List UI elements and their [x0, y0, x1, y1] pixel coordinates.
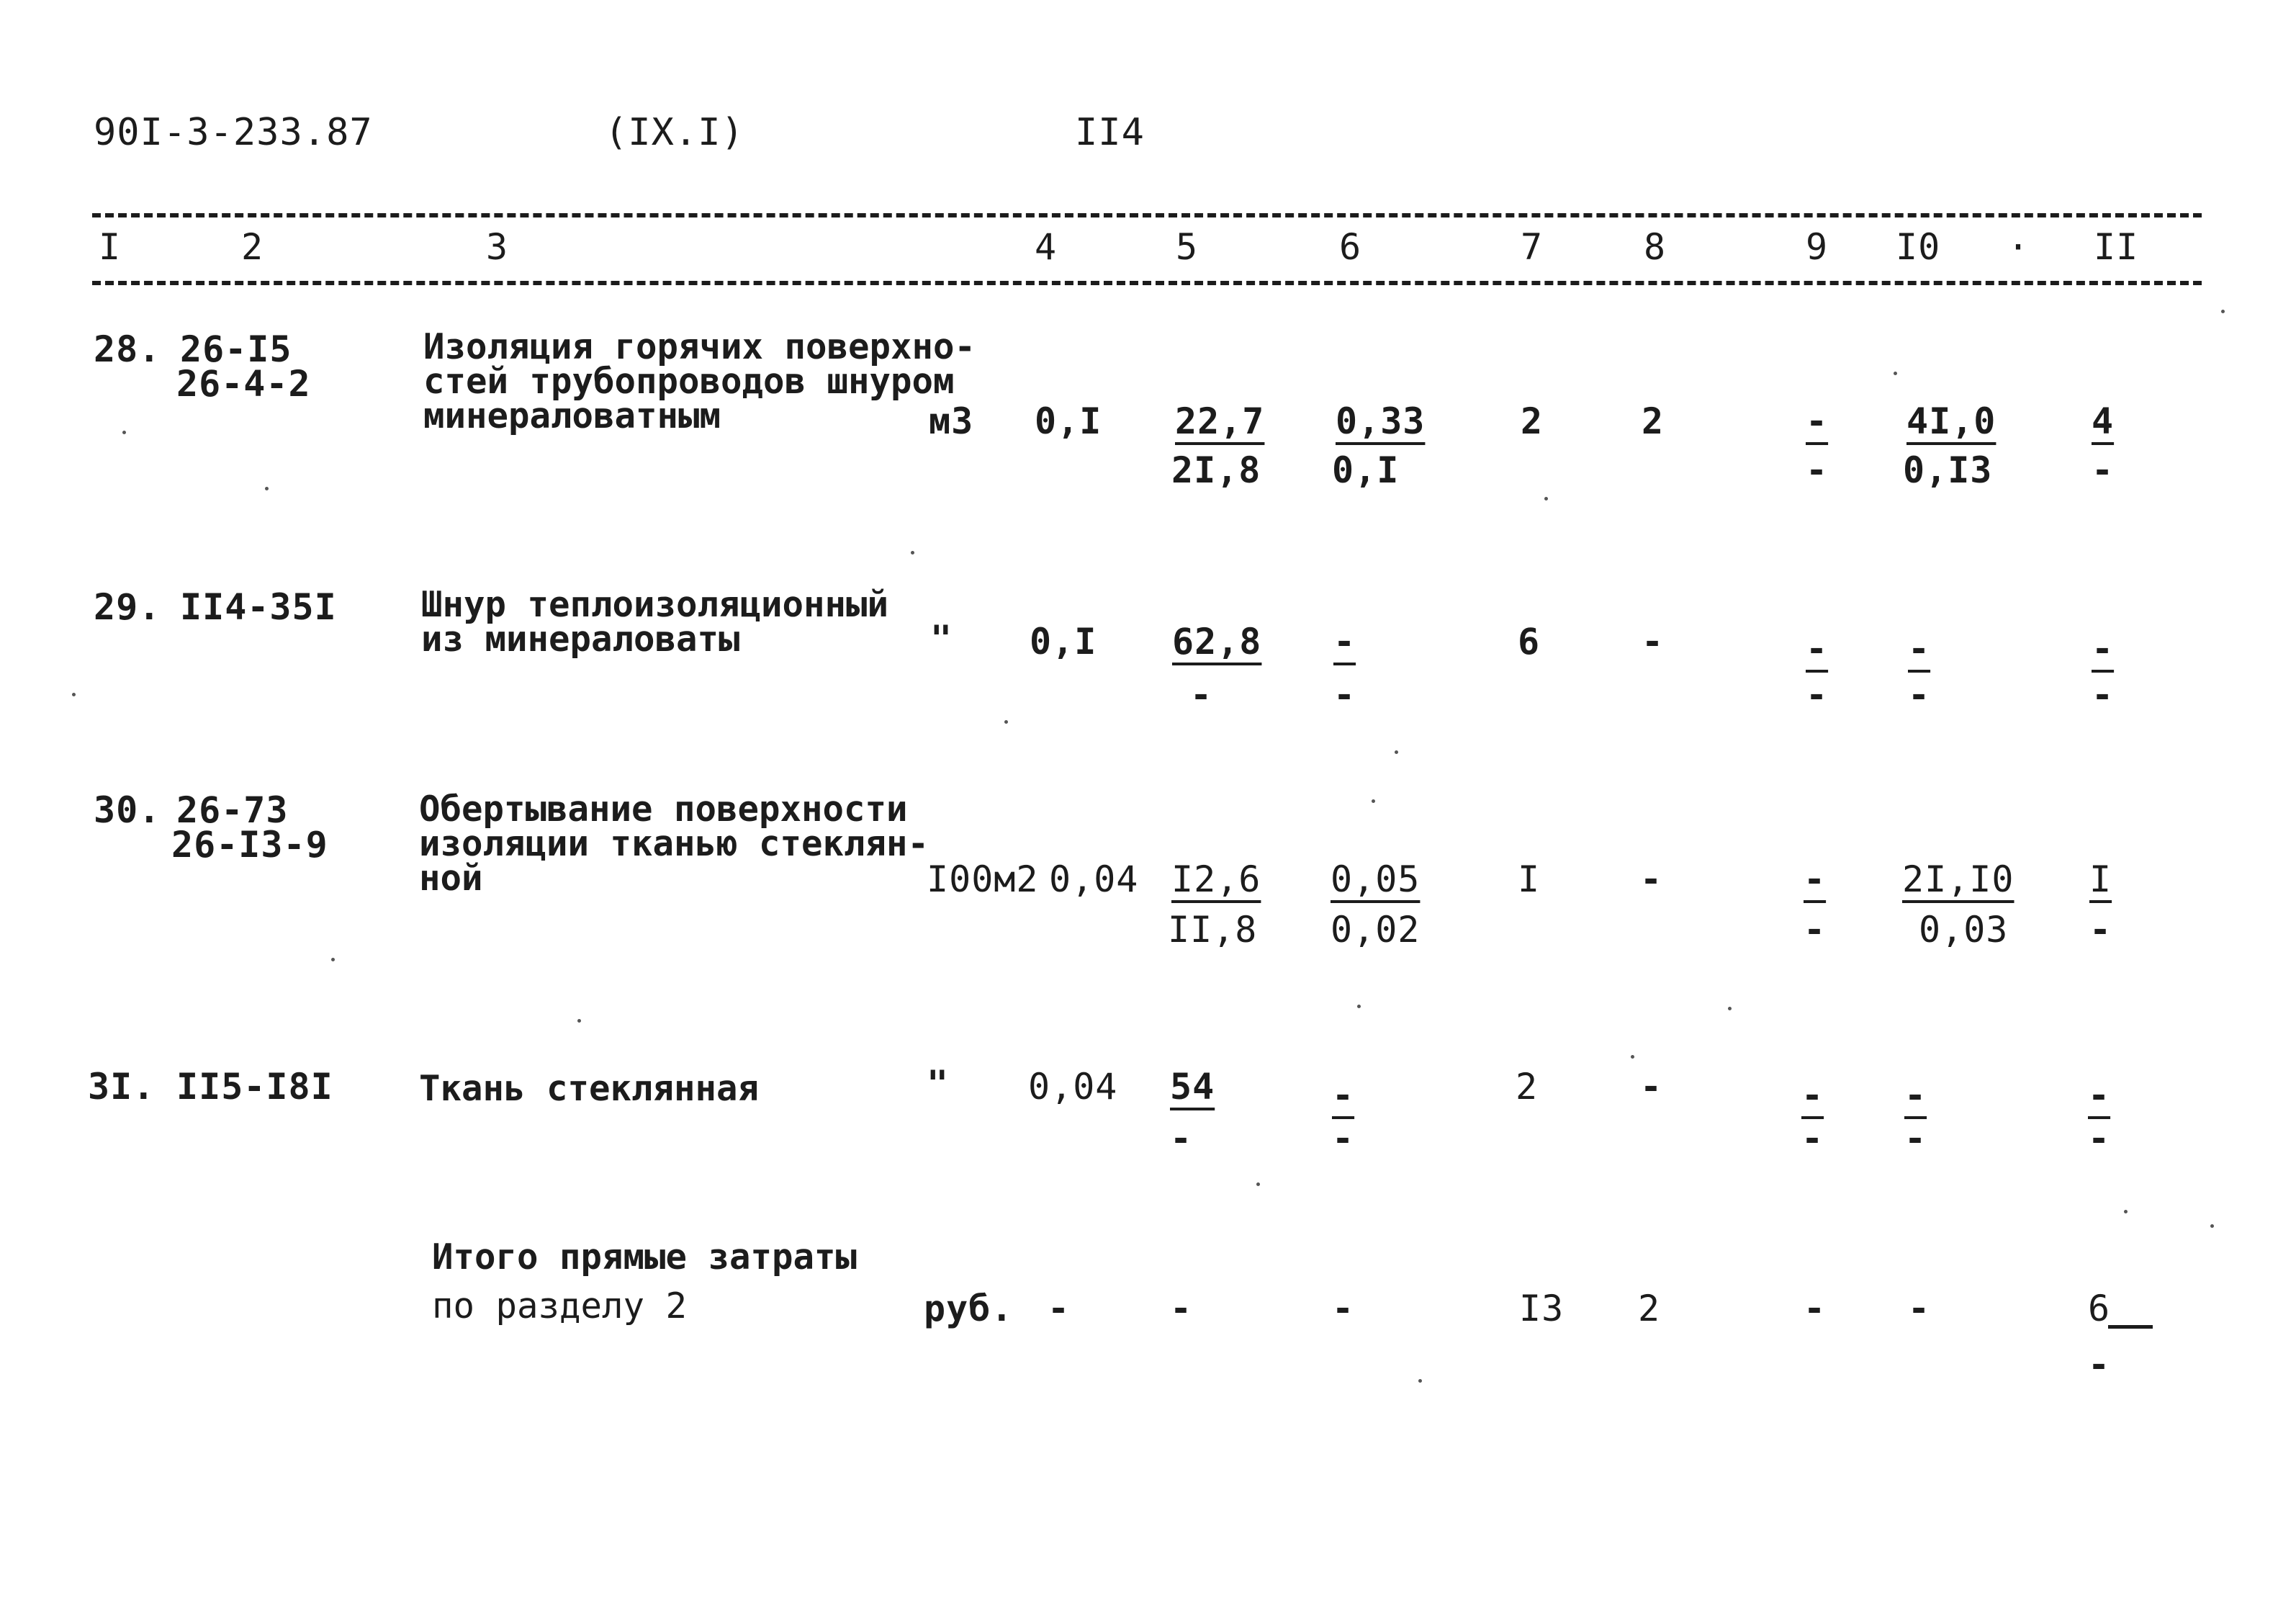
row-29-col8: -	[1642, 621, 1665, 663]
total-col11-underline	[2108, 1325, 2153, 1329]
row-28-number: 28.	[94, 328, 161, 370]
row-29-code-1: II4-35I	[180, 586, 337, 628]
row-30-col5-top: I2,6	[1171, 858, 1261, 900]
row-29-unit: "	[930, 618, 953, 660]
column-header-5: 5	[1176, 226, 1199, 268]
row-28-description-line-3: минераловатным	[423, 395, 721, 436]
column-header-11: II	[2094, 226, 2139, 268]
row-29-col11-top: -	[2092, 628, 2115, 670]
row-29-description-line-2: из минераловаты	[421, 619, 740, 660]
row-31-description-line-1: Ткань стеклянная	[419, 1068, 760, 1109]
row-30-code-1: 26-73	[176, 789, 289, 831]
row-28-description-line-1: Изоляция горячих поверхно-	[423, 326, 976, 367]
total-col6: -	[1332, 1288, 1355, 1329]
total-col8: 2	[1638, 1288, 1661, 1329]
row-31-col11-top: -	[2088, 1074, 2111, 1116]
row-30-description-line-2: изоляции тканью стеклян-	[419, 823, 929, 864]
row-28-col5-bottom: 2I,8	[1171, 449, 1261, 491]
row-29-col10-top: -	[1908, 628, 1931, 670]
section-number: (IX.I)	[605, 111, 744, 154]
row-29-col6-bottom: -	[1333, 674, 1356, 716]
scan-speck	[911, 551, 914, 555]
scan-speck	[331, 958, 335, 961]
row-29-description-line-1: Шнур теплоизоляционный	[421, 584, 889, 625]
row-29-description	[421, 584, 889, 660]
scan-speck	[1728, 1007, 1732, 1010]
column-header-6: 6	[1339, 226, 1362, 268]
row-29-col5-top: 62,8	[1172, 621, 1262, 663]
row-30-col8: -	[1640, 858, 1663, 900]
row-31-col6-top: -	[1332, 1074, 1355, 1116]
row-31-col10-bottom: -	[1904, 1118, 1927, 1159]
row-30-col10-bottom: 0,03	[1919, 909, 2009, 951]
column-header-mark: ·	[2007, 226, 2030, 268]
row-28-description	[423, 326, 976, 436]
row-30-col5-bottom: II,8	[1168, 909, 1258, 951]
row-28-col5-top: 22,7	[1175, 400, 1265, 442]
row-31-quantity: 0,04	[1028, 1066, 1118, 1108]
row-28-col6-top: 0,33	[1336, 400, 1426, 442]
row-30-col9-bottom: -	[1804, 909, 1827, 951]
column-header-10: I0	[1896, 226, 1941, 268]
row-30-col10-top: 2I,I0	[1902, 858, 2014, 900]
column-header-2: 2	[241, 226, 264, 268]
row-28-col10-bottom: 0,I3	[1903, 449, 1993, 491]
scan-speck	[1372, 799, 1375, 803]
scan-speck	[2221, 310, 2225, 313]
row-31-col8: -	[1640, 1066, 1663, 1108]
total-col11-bottom: -	[2088, 1344, 2111, 1386]
row-30-col6-bottom: 0,02	[1331, 909, 1421, 951]
total-col11-top: 6	[2088, 1288, 2111, 1329]
row-31-unit: "	[927, 1063, 950, 1105]
scan-speck	[1395, 750, 1398, 754]
row-31-col7: 2	[1516, 1066, 1539, 1108]
row-30-description-line-3: ной	[419, 858, 483, 899]
row-28-col8: 2	[1642, 400, 1665, 442]
row-29-col11-bottom: -	[2092, 674, 2115, 716]
row-28-unit: м3	[929, 400, 974, 442]
total-quantity: -	[1048, 1288, 1071, 1329]
scan-speck	[2210, 1224, 2214, 1228]
total-col10: -	[1908, 1288, 1931, 1329]
total-unit: руб.	[924, 1288, 1014, 1329]
row-30-col11-top: I	[2089, 858, 2112, 900]
row-31-col9-top: -	[1801, 1074, 1824, 1116]
row-29-number: 29.	[94, 586, 161, 628]
row-29-col5-bottom: -	[1190, 674, 1213, 716]
scan-speck	[1544, 497, 1548, 500]
column-header-1: I	[99, 226, 122, 268]
column-header-8: 8	[1644, 226, 1667, 268]
row-30-col7: I	[1518, 858, 1541, 900]
row-31-col5-bottom: -	[1170, 1118, 1193, 1159]
document-code: 90I-3-233.87	[94, 111, 373, 154]
row-29-col9-bottom: -	[1806, 674, 1829, 716]
row-30-description-line-1: Обертывание поверхности	[419, 789, 908, 830]
row-30-number: 30.	[94, 789, 161, 831]
row-29-col9-top: -	[1806, 628, 1829, 670]
row-28-quantity: 0,I	[1035, 400, 1102, 442]
row-29-col10-bottom: -	[1908, 674, 1931, 716]
scan-speck	[122, 431, 126, 434]
row-28-col10-top: 4I,0	[1906, 400, 1996, 442]
total-col7: I3	[1519, 1288, 1565, 1329]
row-31-description	[419, 1068, 760, 1109]
row-28-col9-top: -	[1806, 400, 1829, 442]
row-31-code-1: II5-I8I	[176, 1066, 333, 1108]
row-31-number: 3I.	[88, 1066, 156, 1108]
scan-speck	[1418, 1379, 1422, 1383]
row-30-quantity: 0,04	[1049, 858, 1139, 900]
total-description	[432, 1233, 857, 1331]
row-31-col9-bottom: -	[1801, 1118, 1824, 1159]
column-header-9: 9	[1806, 226, 1829, 268]
total-description-line-2: по разделу 2	[432, 1285, 688, 1327]
scan-speck	[1004, 720, 1008, 724]
row-28-col11-bottom: -	[2092, 449, 2115, 491]
row-31-col10-top: -	[1904, 1074, 1927, 1116]
row-30-col9-top: -	[1804, 858, 1827, 900]
row-31-col5-top: 54	[1170, 1066, 1215, 1108]
column-header-7: 7	[1521, 226, 1544, 268]
scan-speck	[1256, 1182, 1260, 1186]
row-30-code-2: 26-I3-9	[171, 824, 328, 866]
header-top-dashed-rule	[92, 213, 2202, 217]
row-31-col11-bottom: -	[2088, 1118, 2111, 1159]
scan-speck	[72, 693, 76, 696]
scan-speck	[265, 487, 269, 490]
row-28-code-1: 26-I5	[180, 328, 292, 370]
total-col9: -	[1804, 1288, 1827, 1329]
scan-speck	[1631, 1055, 1634, 1059]
header-bottom-dashed-rule	[92, 281, 2202, 285]
row-29-quantity: 0,I	[1030, 621, 1097, 663]
scan-speck	[2124, 1210, 2128, 1213]
row-31-col6-bottom: -	[1332, 1118, 1355, 1159]
row-29-col7: 6	[1518, 621, 1541, 663]
row-28-col9-bottom: -	[1806, 449, 1829, 491]
row-28-code-2: 26-4-2	[176, 363, 311, 405]
row-30-unit: I00м2	[927, 858, 1039, 900]
row-29-col6-top: -	[1333, 621, 1356, 663]
total-description-line-1: Итого прямые затраты	[432, 1236, 857, 1278]
row-30-col11-bottom: -	[2089, 909, 2112, 951]
row-28-description-line-2: стей трубопроводов шнуром	[423, 361, 955, 402]
row-28-col6-bottom: 0,I	[1332, 449, 1400, 491]
row-30-col6-top: 0,05	[1331, 858, 1421, 900]
row-28-col7: 2	[1521, 400, 1544, 442]
row-28-col11-top: 4	[2092, 400, 2115, 442]
scan-speck	[1894, 372, 1897, 375]
column-header-4: 4	[1035, 226, 1058, 268]
row-30-description	[419, 789, 929, 899]
scan-speck	[1357, 1005, 1361, 1008]
page-number: II4	[1075, 111, 1145, 154]
column-header-3: 3	[486, 226, 509, 268]
total-col5: -	[1170, 1288, 1193, 1329]
scan-speck	[577, 1019, 581, 1023]
